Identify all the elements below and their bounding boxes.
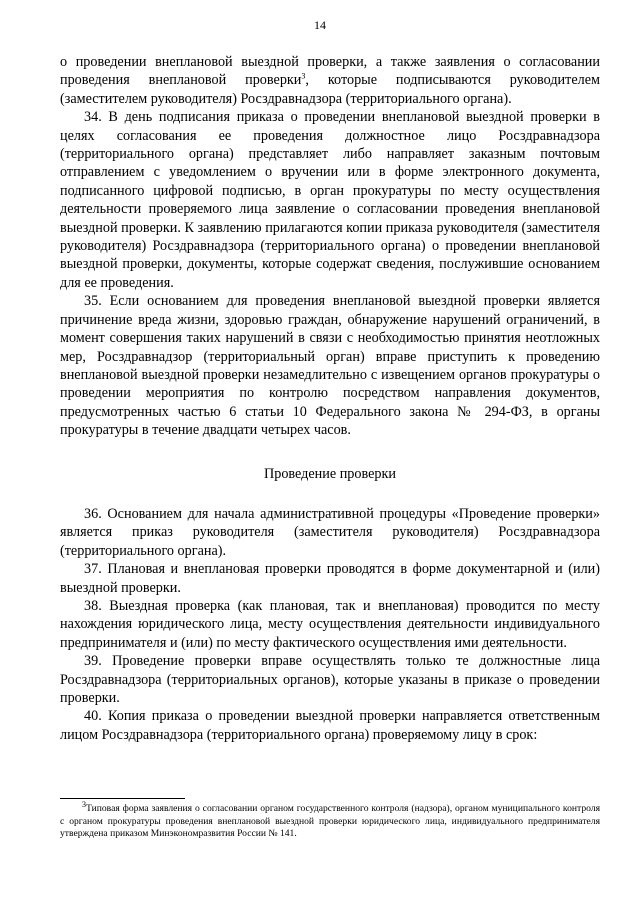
paragraph-35: 35. Если основанием для проведения внеплановой выездной проверки является причинение вреда жизни, здоровью граждан, обнаружение нарушений ограничений, в момент совершения таких нарушений в связи с необходимостью принятия неотложных мер, Росздравнадзор (территориальный орган) вправе приступить к проведению внеплановой выездной проверки незамедлительно с извещением органов прокуратуры о проведении мероприятия по контролю посредством направления документов, предусмотренных частью 6 статьи 10 Федерального закона № 294-ФЗ, в органы прокуратуры в течение двадцати четырех часов.: [60, 293, 600, 439]
footnote: [60, 799, 600, 841]
footnote-number: 3: [82, 799, 86, 809]
page-number: 14: [314, 18, 326, 32]
paragraph-38: 38. Выездная проверка (как плановая, так и внеплановая) проводится по месту нахождения юридического лица, месту осуществления деятельности индивидуального предпринимателя и (или) по месту фактического осуществления ими деятельности.: [60, 597, 600, 651]
intro-text-end: , которые подписываются руководителем (заместителем руководителя) Росздравнадзора (территориального органа).: [60, 72, 600, 107]
footnote-divider: [60, 798, 185, 799]
section-heading: Проведение проверки: [264, 465, 396, 482]
footnote-reference: 3: [301, 71, 306, 81]
intro-paragraph: [60, 53, 600, 108]
footnote-text: Типовая форма заявления о согласовании органом государственного контроля (надзора), органом муниципального контроля с органом прокуратуры проведения внеплановой выездной проверки юридического лица, индивидуального предпринимателя утверждена приказом Минэкономразвития России № 141.: [60, 803, 600, 840]
paragraph-37: 37. Плановая и внеплановая проверки проводятся в форме документарной и (или) выездной проверки.: [60, 561, 600, 596]
paragraph-36: 36. Основанием для начала административной процедуры «Проведение проверки» является приказ руководителя (заместителя руководителя) Росздравнадзора (территориального органа).: [60, 505, 600, 559]
paragraph-40: 40. Копия приказа о проведении выездной проверки направляется ответственным лицом Росздравнадзора (территориального органа) проверяемому лицу в срок:: [60, 708, 600, 743]
body-text: [60, 53, 600, 744]
paragraph-39: 39. Проведение проверки вправе осуществлять только те должностные лица Росздравнадзора (территориальных органов), которые указаны в приказе о проведении проверки.: [60, 653, 600, 706]
paragraph-34: 34. В день подписания приказа о проведении внеплановой выездной проверки в целях согласования ее проведения должностное лицо Росздравнадзора (территориального органа) представляет либо направляет заказным почтовым отправлением с уведомлением о вручении или в форме электронного документа, подписанного цифровой подписью, в орган прокуратуры по месту осуществления деятельности проверяемого лица заявление о согласовании проведения внеплановой выездной проверки. К заявлению прилагаются копии приказа руководителя (заместителя руководителя) Росздравнадзора (территориального органа) о проведении внеплановой выездной проверки, документы, которые содержат сведения, послужившие основанием для ее проведения.: [60, 109, 600, 291]
intro-text-start: о проведении внеплановой выездной проверки, а также заявления о согласовании проведения внеплановой проверки: [60, 54, 600, 89]
